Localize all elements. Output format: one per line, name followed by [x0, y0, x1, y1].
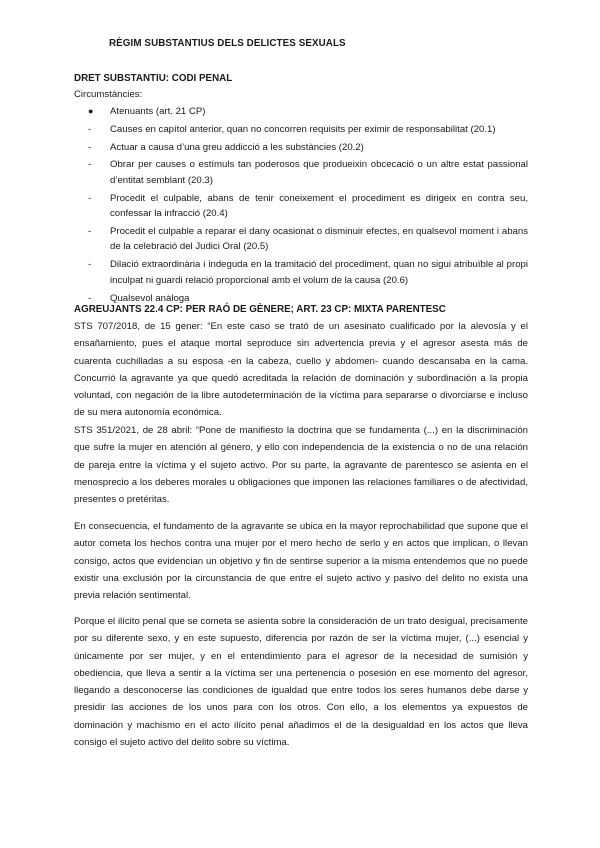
list-item: [74, 122, 528, 138]
dash-marker: -: [88, 259, 92, 271]
dash-marker: -: [88, 123, 92, 135]
list-item: [74, 104, 528, 120]
paragraph-porque-el-ilicito: Porque el ilícito penal que se cometa se asienta sobre la consideración de un trato desigual, precisamente por su diferente sexo, y en este supuesto, diferencia por razón de ser la víctima mujer, (...) esencial y únicamente por ser mujer, y en el entendimiento para el agresor de la necesidad de sumisión y obediencia, que lleva a sentir a la víctima ser una pertenencia o posesión en ese momento del agresor, llegando a desconocerse las condiciones de igualdad que entre todos los seres humanos debe darse y presidir las acciones de los unos para con los otros. Con ello, a los elementos ya expuestos de dominación y machismo en el acto ilícito penal añadimos el de la desigualdad en los actos que lleva consigo el sujeto activo del delito sobre su víctima.: [74, 616, 528, 749]
dash-marker: -: [88, 225, 92, 237]
list-item: [74, 157, 528, 188]
dash-marker: -: [88, 141, 92, 153]
bullet-icon: ●: [88, 106, 94, 116]
list-item-text: Procedit el culpable a reparar el dany ocasionat o disminuir efectes, en qualsevol moment i abans de la celebració del Judici Oral (20.5): [110, 225, 528, 253]
list-item: [74, 140, 528, 156]
paragraph-sts-707-2018: STS 707/2018, de 15 gener: “En este caso se trató de un asesinato cualificado por la alevosía y el ensañamiento, pues el ataque mortal seproduce sin advertencia previa y el agresor asesta más de cuarenta cuchilladas a su esposa -en la cabeza, cuello y abdomen- cuando descansaba en la cama. Concurrió la agravante ya que quedó acreditada la relación de dominación y subordinación a la propia voluntad, con negación de la libre autodeterminación de la víctima para separarse o divorciarse e incluso de su mera autonomía económica.: [74, 321, 528, 419]
paragraph-en-consecuencia: En consecuencia, el fundamento de la agravante se ubica en la mayor reprochabilidad que supone que el autor cometa los hechos contra una mujer por el mero hecho de serlo y en actos que implican, o llevan consigo, actos que evidencian un objetivo y fin de sentirse superior a la misma entendemos que no puede existir una exclusión por la circunstancia de que entre el sujeto activo y pasivo del delito no exista una previa relación sentimental.: [74, 521, 528, 602]
section-heading-agreujants: AGREUJANTS 22.4 CP: PER RAÓ DE GÈNERE; ART. 23 CP: MIXTA PARENTESC: [74, 304, 446, 315]
list-item-text: Dilació extraordinària i indeguda en la tramitació del procediment, quan no sigui atribuïble al propi inculpat ni guardi relació proporcional amb el volum de la causa (20.6): [110, 259, 528, 286]
list-item-text: Qualsevol anàloga: [110, 292, 190, 304]
list-item-text: Obrar per causes o estímuls tan poderosos que produeixin obcecació o un altre estat passional d’entitat semblant (20.3): [110, 159, 528, 186]
list-item-text: Causes en capítol anterior, quan no concorren requisits per eximir de responsabilitat (20.1): [110, 123, 496, 135]
list-item-text: Actuar a causa d’una greu addicció a les substàncies (20.2): [110, 141, 364, 153]
circumstances-list: [74, 104, 528, 308]
list-item-text: Procedit el culpable, abans de tenir coneixement el procediment es dirigeix en contra seu, confessar la infracció (20.4): [110, 192, 528, 220]
list-item-text: Atenuants (art. 21 CP): [110, 106, 206, 117]
list-item: [74, 224, 528, 255]
section-heading-codi-penal: DRET SUBSTANTIU: CODI PENAL: [74, 73, 233, 84]
circumstances-label: Circumstàncies:: [74, 89, 143, 100]
dash-marker: -: [88, 192, 92, 204]
document-title: RÈGIM SUBSTANTIUS DELS DELICTES SEXUALS: [109, 38, 346, 49]
dash-marker: -: [88, 292, 92, 304]
dash-marker: -: [88, 159, 92, 171]
list-item: [74, 257, 528, 288]
paragraph-sts-351-2021: STS 351/2021, de 28 abril: “Pone de manifiesto la doctrina que se fundamenta (...) en la discriminación que sufre la mujer en atención al género, y ello con independencia de la existencia o no de una relación de pareja entre la víctima y el sujeto activo. Por su parte, la agravante de parentesco se asienta en el menosprecio a los deberes morales u obligaciones que imponen las relaciones familiares o de afectividad, presentes o pretéritas.: [74, 425, 528, 506]
list-item: [74, 191, 528, 222]
